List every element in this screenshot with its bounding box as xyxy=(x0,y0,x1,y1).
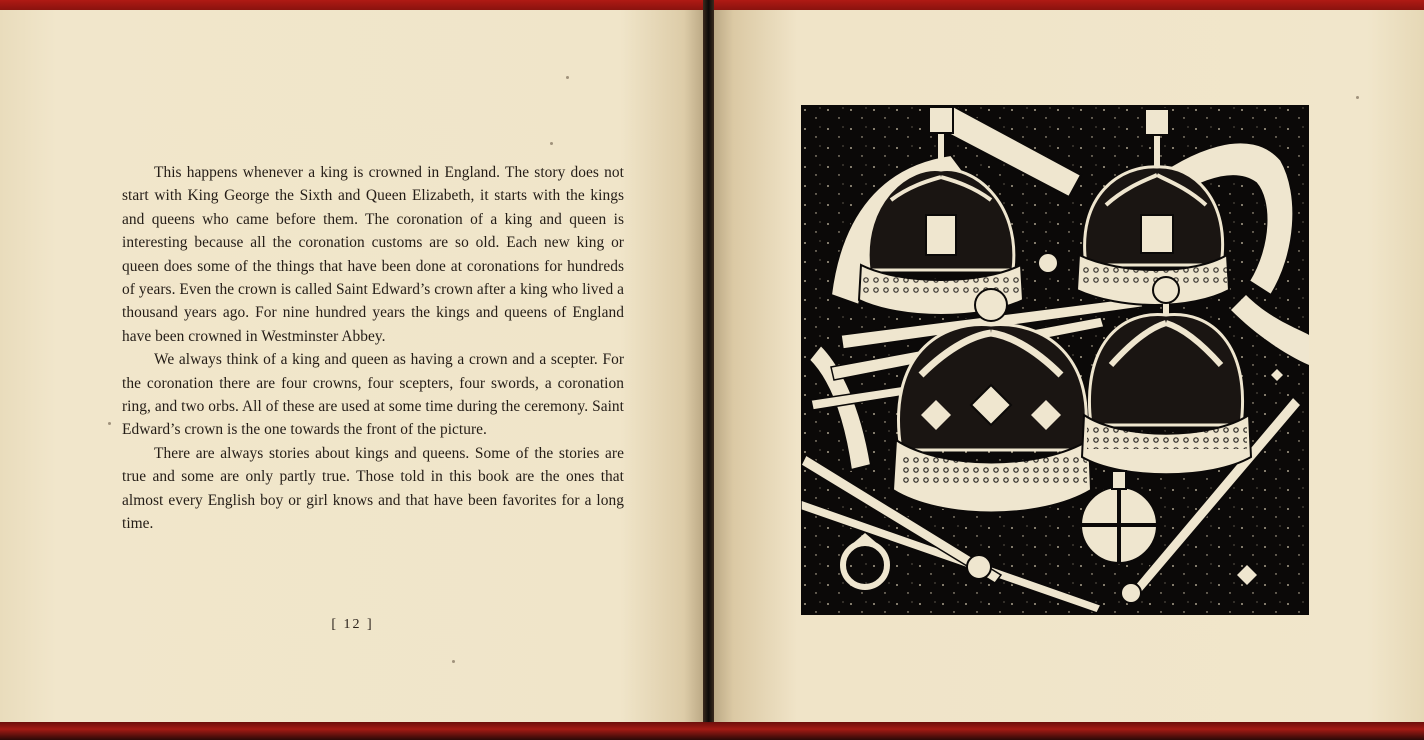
crown-jewels-illustration xyxy=(801,105,1309,615)
left-page xyxy=(0,10,705,726)
paper-speck xyxy=(452,660,455,663)
paper-speck xyxy=(550,142,553,145)
page-number: [ 12 ] xyxy=(331,617,374,632)
body-text xyxy=(122,161,624,536)
paper-speck xyxy=(108,422,111,425)
book-gutter xyxy=(703,0,714,740)
cover-edge-bottom xyxy=(0,722,1424,740)
crown-jewels-drawing xyxy=(801,105,1309,615)
paragraph-3: There are always stories about kings and queens. Some of the stories are true and some are only partly true. Those told in this book are the ones that almost every English boy or girl knows and that have been favorites for a long time. xyxy=(122,444,624,533)
right-page xyxy=(712,10,1424,726)
paper-speck xyxy=(566,76,569,79)
paper-speck xyxy=(1356,96,1359,99)
paragraph-1: This happens whenever a king is crowned in England. The story does not start with King George the Sixth and Queen Elizabeth, it starts with the kings and queens who came before them. The coronation of a king and queen is interesting because all the coronation customs are so old. Each new king or queen does some of the things that have been done at coronations for hundreds of years. Even the crown is called Saint Edward’s crown after a king who lived a thousand years ago. For nine hundred years the kings and queens of England have been crowned in Westminster Abbey. xyxy=(122,164,624,345)
paragraph-2: We always think of a king and queen as having a crown and a scepter. For the coronation there are four crowns, four scepters, four swords, a coronation ring, and two orbs. All of these are used at some time during the ceremony. Saint Edward’s crown is the one towards the front of the picture. xyxy=(122,351,624,439)
